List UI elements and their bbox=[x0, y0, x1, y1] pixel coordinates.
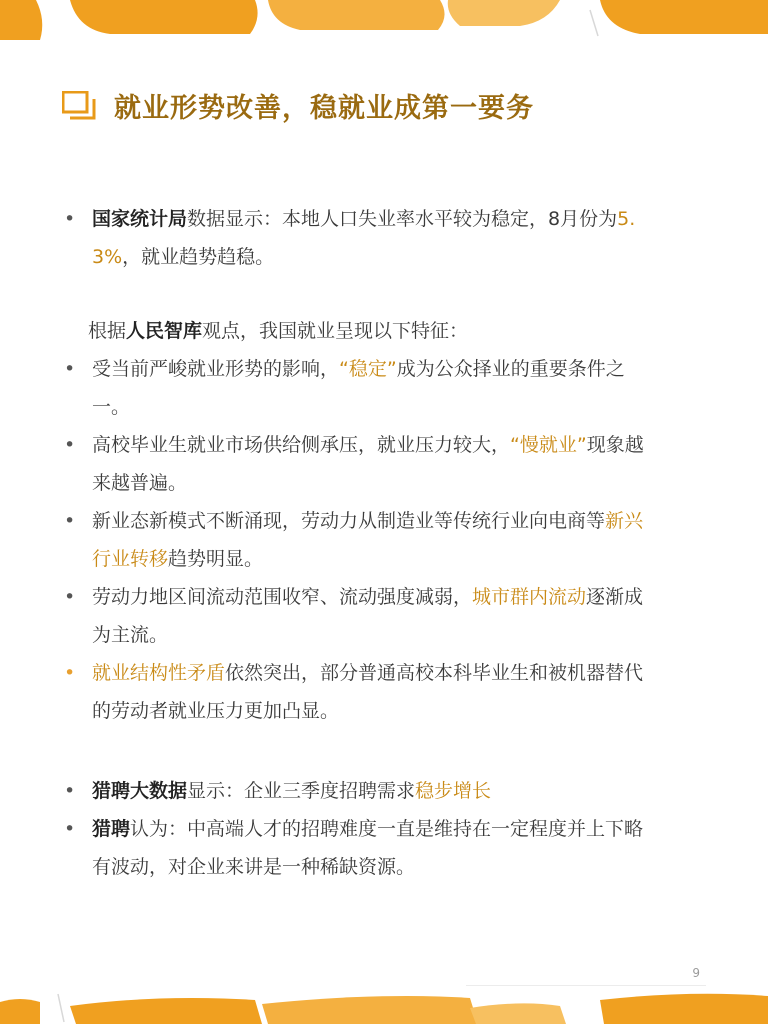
text: ，就业趋势趋稳。 bbox=[122, 246, 275, 268]
list-item-stats bbox=[64, 200, 644, 276]
text: 依然突出，部分普通高校本科毕业生和被机器替代的劳动者就业压力更加凸显。 bbox=[92, 662, 644, 722]
list-item bbox=[64, 426, 644, 502]
highlight-text: 就业结构性矛盾 bbox=[92, 662, 226, 684]
intro-line bbox=[64, 312, 644, 350]
list-item bbox=[64, 654, 644, 730]
text: 认为：中高端人才的招聘难度一直是维持在一定程度并上下略有波动，对企业来讲是一种稀缺资源。 bbox=[92, 818, 644, 878]
highlight-text: 稳步增长 bbox=[415, 780, 492, 802]
source-name: 人民智库 bbox=[126, 320, 203, 342]
bottom-decoration-banner bbox=[0, 988, 768, 1024]
list-item bbox=[64, 578, 644, 654]
main-content bbox=[64, 200, 644, 886]
text: 显示：企业三季度招聘需求 bbox=[187, 780, 416, 802]
text: 根据 bbox=[88, 320, 127, 342]
title-square-icon bbox=[62, 91, 96, 121]
text: 逐渐成为主流。 bbox=[92, 586, 644, 646]
list-item bbox=[64, 502, 644, 578]
text: 成为公众择业的重要条件之一。 bbox=[92, 358, 625, 418]
text: 现象越来越普遍。 bbox=[92, 434, 644, 494]
text: 新业态新模式不断涌现，劳动力从制造业等传统行业向电商等 bbox=[92, 510, 606, 532]
list-item bbox=[64, 350, 644, 426]
list-item bbox=[64, 810, 644, 886]
page-number: 9 bbox=[692, 966, 700, 980]
highlight-text: 城市群内流动 bbox=[472, 586, 587, 608]
source-name: 猎聘 bbox=[92, 818, 131, 840]
text: 数据显示：本地人口失业率水平较为稳定，8月份为 bbox=[187, 208, 618, 230]
source-name: 猎聘大数据 bbox=[92, 780, 188, 802]
highlight-text: “慢就业” bbox=[510, 434, 587, 456]
text: 观点，我国就业呈现以下特征： bbox=[202, 320, 469, 342]
title-row bbox=[62, 86, 534, 125]
highlight-text: “稳定” bbox=[339, 358, 397, 380]
highlight-value: 5. 3% bbox=[92, 208, 636, 268]
highlight-text: 新兴行业转移 bbox=[92, 510, 644, 570]
footer-divider bbox=[466, 985, 706, 986]
text: 高校毕业生就业市场供给侧承压，就业压力较大， bbox=[92, 434, 511, 456]
text: 趋势明显。 bbox=[168, 548, 264, 570]
text: 受当前严峻就业形势的影响， bbox=[92, 358, 340, 380]
list-item bbox=[64, 772, 644, 810]
top-decoration-banner bbox=[0, 0, 768, 40]
source-name: 国家统计局 bbox=[92, 208, 188, 230]
page-title: 就业形势改善，稳就业成第一要务 bbox=[114, 93, 534, 124]
text: 劳动力地区间流动范围收窄、流动强度减弱， bbox=[92, 586, 473, 608]
